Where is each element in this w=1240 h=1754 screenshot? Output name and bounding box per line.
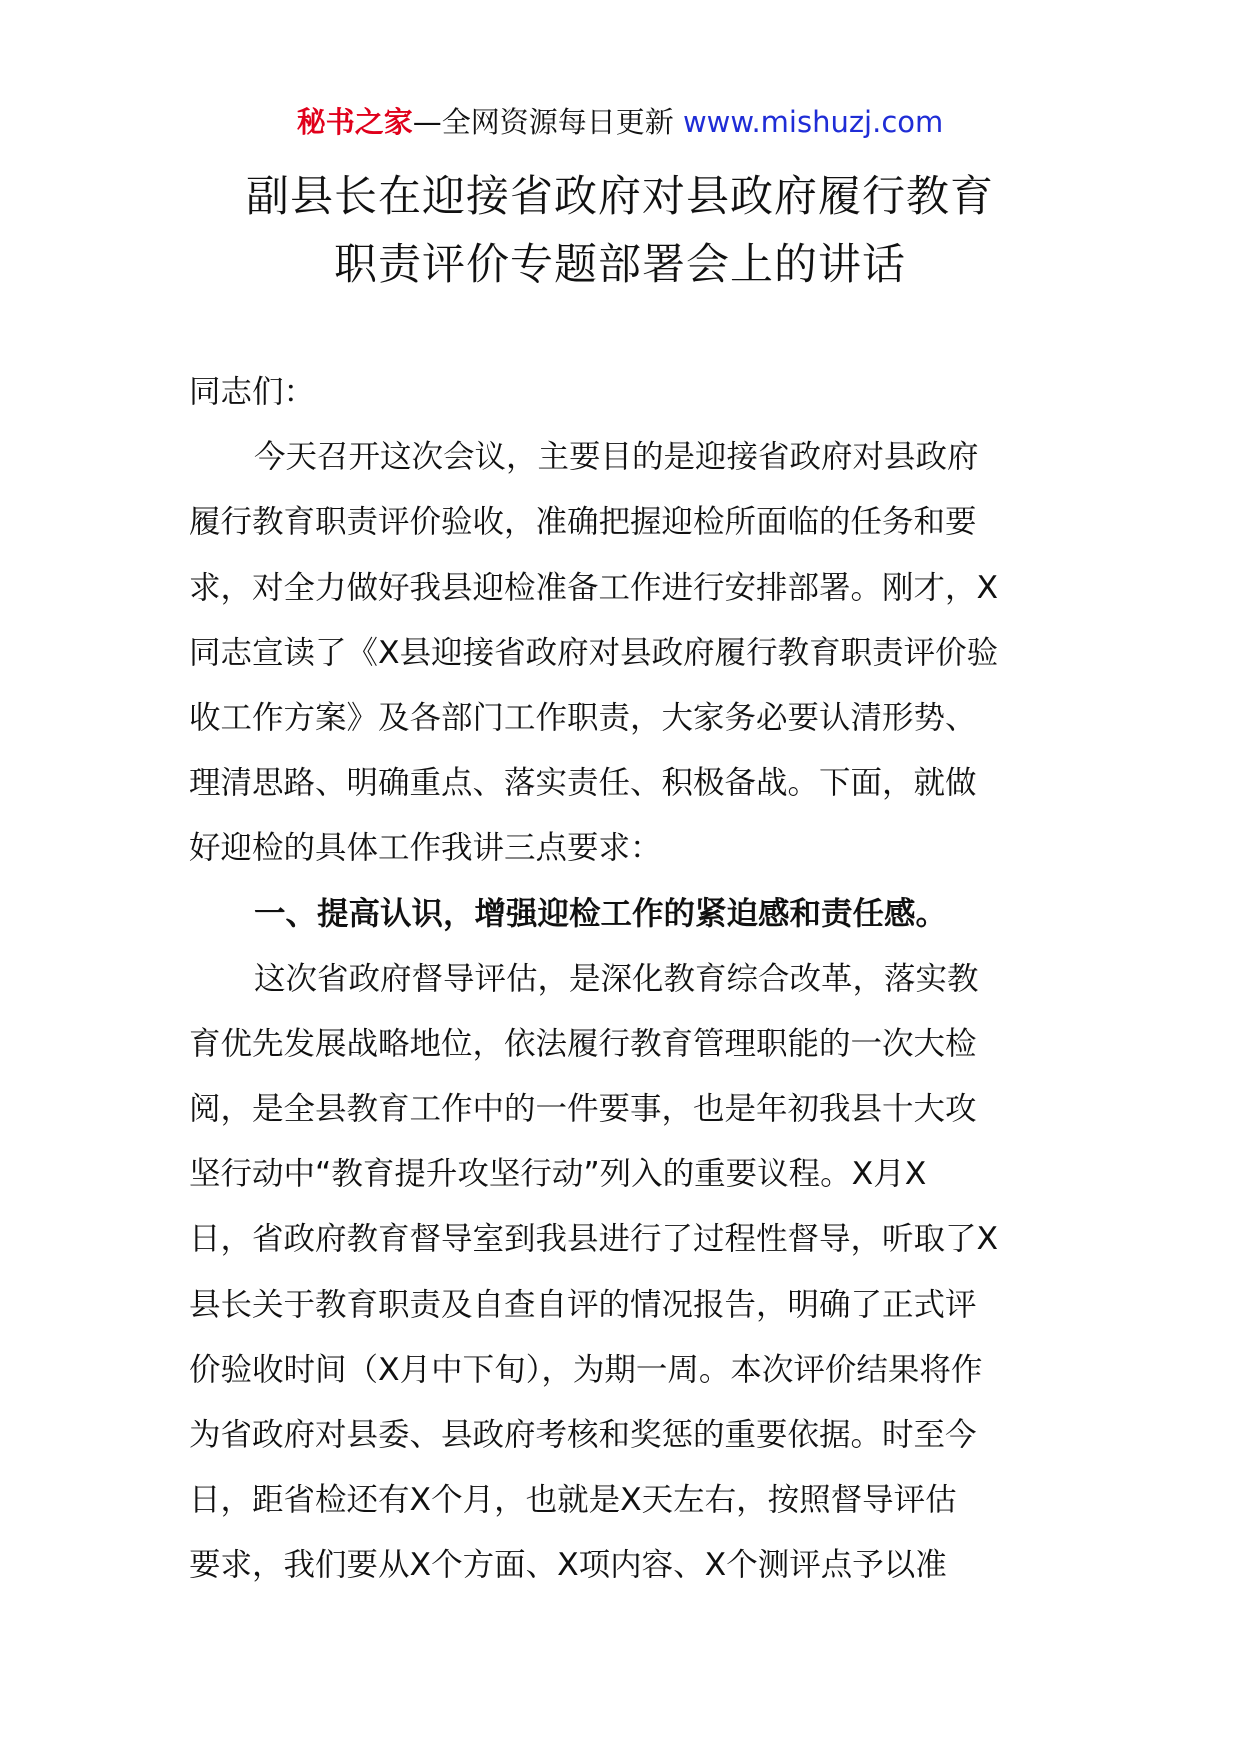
site-header <box>0 102 1240 142</box>
body-line: 今天召开这次会议，主要目的是迎接省政府对县政府 <box>254 439 979 476</box>
body-line: 收工作方案》及各部门工作职责，大家务必要认清形势、 <box>189 699 977 736</box>
body-line: 日，省政府教育督导室到我县进行了过程性督导，听取了X <box>189 1221 999 1258</box>
body-line: 育优先发展战略地位，依法履行教育管理职能的一次大检 <box>189 1025 977 1062</box>
section-heading: 一、提高认识，增强迎检工作的紧迫感和责任感。 <box>254 895 948 932</box>
body-line: 县长关于教育职责及自查自评的情况报告，明确了正式评 <box>189 1286 977 1323</box>
body-line: 阅，是全县教育工作中的一件要事，也是年初我县十大攻 <box>189 1091 977 1128</box>
body-line: 求，对全力做好我县迎检准备工作进行安排部署。刚才，X <box>189 569 999 606</box>
title-line-1: 副县长在迎接省政府对县政府履行教育 <box>246 172 994 222</box>
brand-name: 秘书之家 <box>296 105 413 139</box>
site-url-link[interactable]: www.mishuzj.com <box>682 105 944 139</box>
body-line: 这次省政府督导评估，是深化教育综合改革，落实教 <box>254 960 979 997</box>
body-line: 为省政府对县委、县政府考核和奖惩的重要依据。时至今 <box>189 1417 977 1453</box>
body-line: 坚行动中“教育提升攻坚行动”列入的重要议程。X月X <box>189 1156 927 1193</box>
body-line: 同志宣读了《X县迎接省政府对县政府履行教育职责评价验 <box>189 634 999 671</box>
body-line: 日，距省检还有X个月，也就是X天左右，按照督导评估 <box>189 1482 957 1519</box>
body-line: 好迎检的具体工作我讲三点要求： <box>189 830 662 867</box>
salutation: 同志们： <box>189 374 316 410</box>
body-line: 价验收时间（X月中下旬），为期一周。本次评价结果将作 <box>189 1351 983 1388</box>
body-line: 要求，我们要从X个方面、X项内容、X个测评点予以准 <box>189 1547 947 1584</box>
body-line: 理清思路、明确重点、落实责任、积极备战。下面，就做 <box>189 765 977 802</box>
document-title <box>0 163 1240 299</box>
site-slogan: —全网资源每日更新 <box>412 105 674 139</box>
document-body <box>189 360 1059 1599</box>
body-line: 履行教育职责评价验收，准确把握迎检所面临的任务和要 <box>189 504 977 541</box>
title-line-2: 职责评价专题部署会上的讲话 <box>334 240 906 290</box>
